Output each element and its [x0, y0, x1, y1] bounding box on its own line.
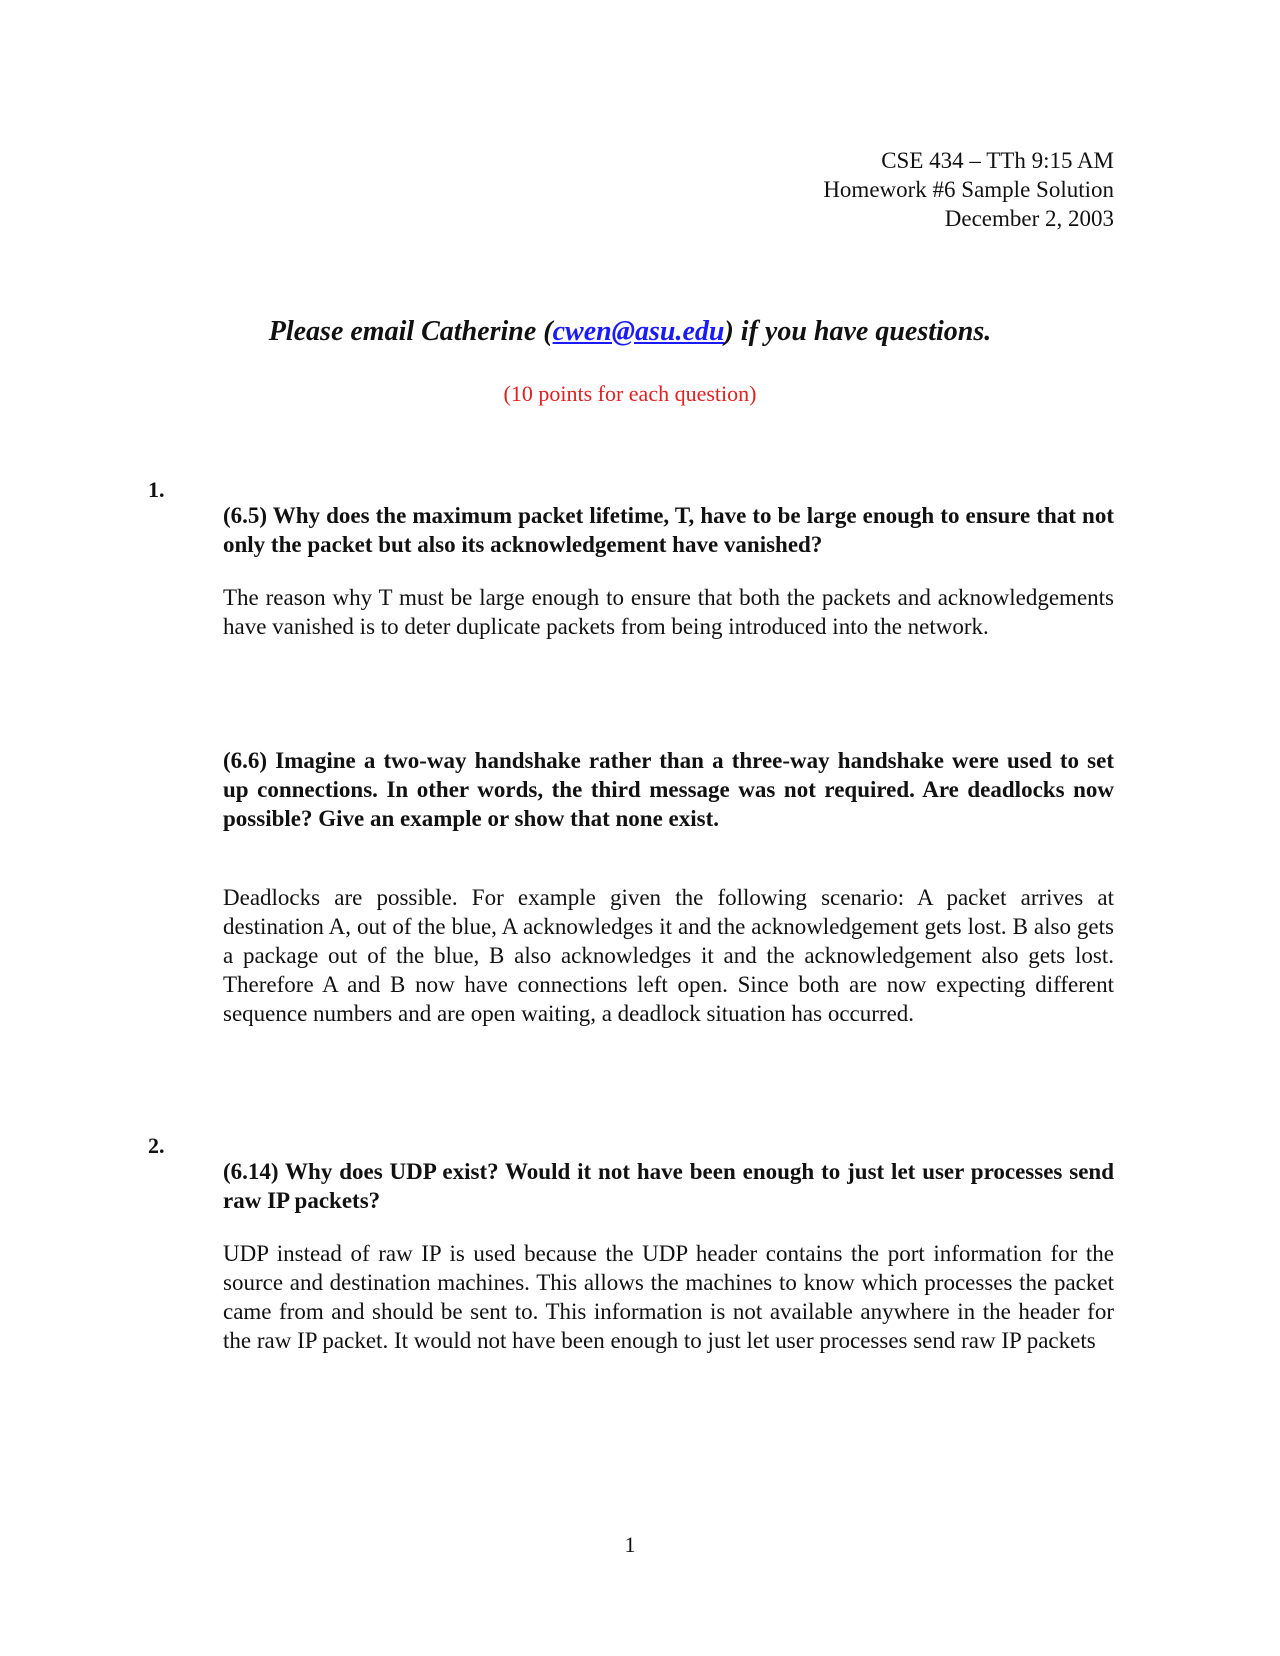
answer-6-5: The reason why T must be large enough to ensure that both the packets and acknowledgements have vanished is to deter duplicate packets from being introduced into the network.: [223, 585, 1114, 639]
section-number-1: 1.: [148, 477, 165, 502]
question-6-5: (6.5) Why does the maximum packet lifetime, T, have to be large enough to ensure that not only the packet but also its acknowledgement have vanished?: [223, 503, 1114, 557]
page-number: 1: [624, 1532, 636, 1557]
answer-6-14: UDP instead of raw IP is used because the UDP header contains the port information for the source and destination machines. This allows the machines to know which processes the packet came from and should be sent to. This information is not available anywhere in the header for the raw IP packet. It would not have been enough to just let user processes send raw IP packets: [223, 1241, 1114, 1353]
document-date: December 2, 2003: [944, 206, 1114, 231]
contact-prefix: Please email Catherine (: [268, 316, 553, 347]
section-number-2: 2.: [148, 1133, 165, 1158]
question-6-6: (6.6) Imagine a two-way handshake rather than a three-way handshake were used to set up connections. In other words, the third message was not required. Are deadlocks now possible? Give an example or show that none exist.: [223, 748, 1114, 831]
email-link[interactable]: cwen@asu.edu: [552, 316, 725, 347]
document-header: [823, 146, 1114, 233]
points-note: (10 points for each question): [503, 381, 757, 406]
homework-title: Homework #6 Sample Solution: [823, 177, 1114, 202]
contact-suffix: ) if you have questions.: [724, 316, 992, 347]
contact-line: [0, 316, 1280, 348]
course-line: CSE 434 – TTh 9:15 AM: [881, 148, 1114, 173]
question-6-14: (6.14) Why does UDP exist? Would it not have been enough to just let user processes send raw IP packets?: [223, 1159, 1114, 1213]
answer-6-6: Deadlocks are possible. For example given the following scenario: A packet arrives at destination A, out of the blue, A acknowledges it and the acknowledgement gets lost. B also gets a package out of the blue, B also acknowledges it and the acknowledgement also gets lost. Therefore A and B now have connections left open. Since both are now expecting different sequence numbers and are open waiting, a deadlock situation has occurred.: [223, 885, 1114, 1026]
